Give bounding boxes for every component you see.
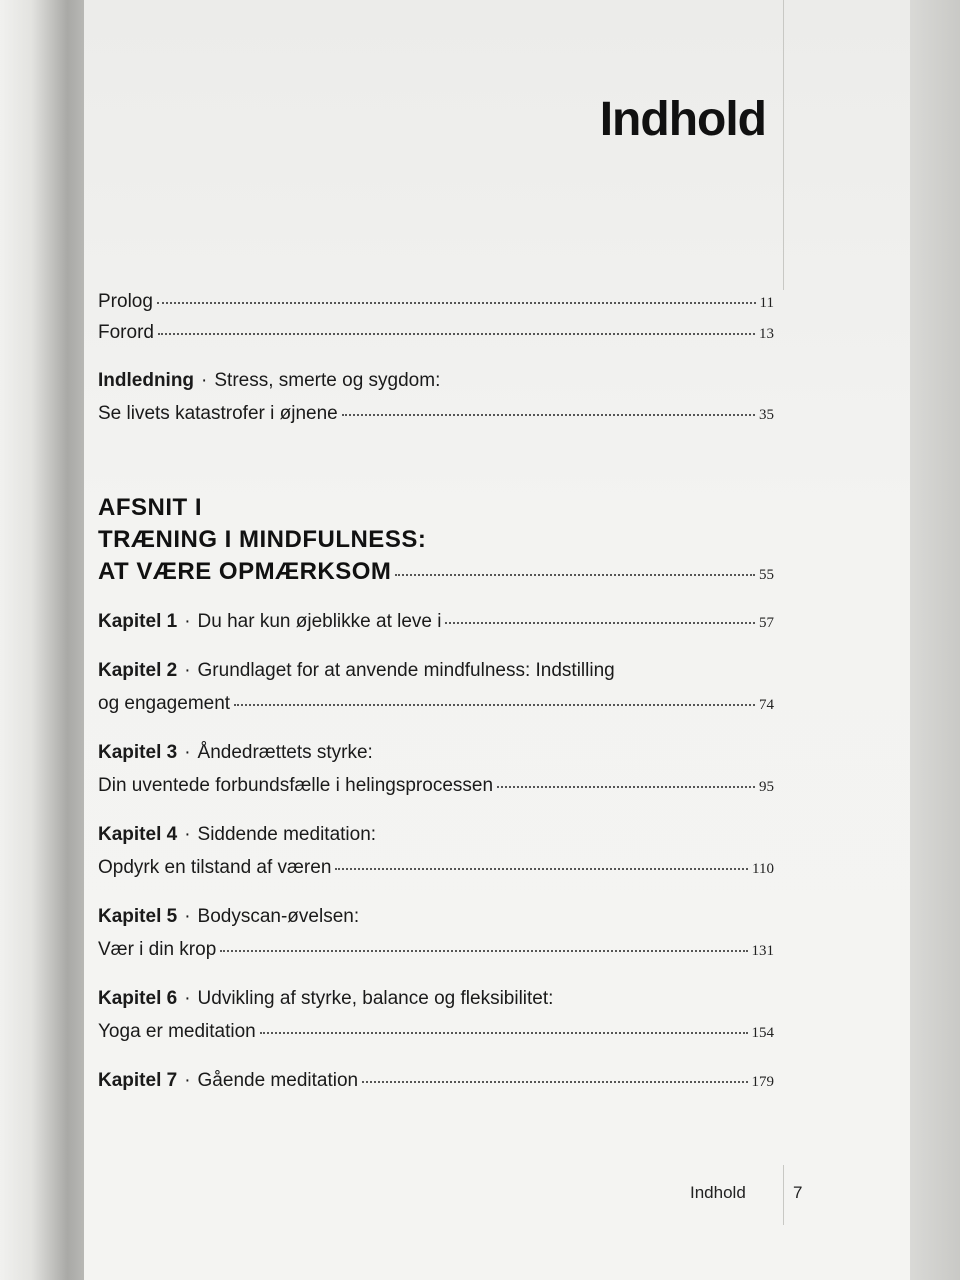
dot-leader [220, 950, 747, 952]
separator-dot: · [184, 906, 191, 927]
chapter-title: Åndedrættets styrke: [197, 742, 373, 763]
chapter-label: Kapitel 5 [98, 906, 178, 927]
chapter-label: Kapitel 7 [98, 1070, 178, 1091]
toc-entry-forord [98, 322, 774, 344]
dot-leader [158, 333, 755, 335]
dot-leader [497, 786, 755, 788]
entry-title: Prolog [98, 291, 153, 312]
chapter-title: Bodyscan-øvelsen: [197, 906, 360, 927]
toc-entry-chapter-3-cont [98, 775, 774, 797]
toc-entry-prolog [98, 291, 774, 313]
page-number: 179 [751, 1074, 774, 1090]
section-heading-line1: AFSNIT I [98, 494, 202, 521]
toc-entry-chapter-4-cont [98, 857, 774, 879]
dot-leader [342, 414, 755, 416]
page-number: 55 [759, 567, 774, 583]
page-number: 35 [759, 407, 774, 423]
chapter-subtitle: Vær i din krop [98, 939, 217, 960]
page-number: 13 [759, 326, 774, 342]
entry-label: Indledning [98, 370, 195, 391]
entry-title: Stress, smerte og sygdom: [214, 370, 441, 391]
chapter-title: Gående meditation [197, 1070, 359, 1091]
chapter-subtitle: Din uventede forbundsfælle i helingsprocessen [98, 775, 494, 796]
chapter-label: Kapitel 2 [98, 660, 178, 681]
folio-page-number: 7 [793, 1183, 803, 1202]
toc-entry-chapter-2-cont [98, 693, 774, 715]
toc-entry-chapter-5-cont [98, 939, 774, 961]
section-heading-line2: TRÆNING I MINDFULNESS: [98, 526, 427, 553]
chapter-title: Siddende meditation: [197, 824, 377, 845]
entry-title: Forord [98, 322, 154, 343]
chapter-label: Kapitel 4 [98, 824, 178, 845]
chapter-label: Kapitel 6 [98, 988, 178, 1009]
section-heading-line3: AT VÆRE OPMÆRKSOM [98, 558, 392, 585]
book-spine-shadow [0, 0, 90, 1280]
page-number: 57 [759, 615, 774, 631]
chapter-subtitle: Yoga er meditation [98, 1021, 256, 1042]
chapter-label: Kapitel 3 [98, 742, 178, 763]
chapter-title: Udvikling af styrke, balance og fleksibilitet: [197, 988, 554, 1009]
page-edge [910, 0, 960, 1280]
toc-entry-indledning [98, 370, 774, 392]
running-footer-title: Indhold [690, 1183, 746, 1202]
page-number: 154 [751, 1025, 774, 1041]
margin-rule-top [783, 0, 784, 290]
dot-leader [234, 704, 755, 706]
toc-entry-chapter-2 [98, 660, 774, 682]
page-number: 11 [759, 295, 774, 311]
dot-leader [445, 622, 755, 624]
toc-entry-indledning-cont [98, 403, 774, 425]
chapter-title: Du har kun øjeblikke at leve i [197, 611, 442, 632]
separator-dot: · [201, 370, 208, 391]
toc-entry-chapter-5 [98, 906, 774, 928]
chapter-subtitle: Opdyrk en tilstand af væren [98, 857, 332, 878]
separator-dot: · [184, 1070, 191, 1091]
separator-dot: · [184, 660, 191, 681]
page-number: 131 [751, 943, 774, 959]
separator-dot: · [184, 988, 191, 1009]
dot-leader [260, 1032, 748, 1034]
toc-entry-chapter-1 [98, 611, 774, 633]
page-number: 110 [752, 861, 774, 877]
toc-entry-chapter-4 [98, 824, 774, 846]
section-heading-line3-row [98, 556, 774, 588]
dot-leader [362, 1081, 747, 1083]
dot-leader [157, 302, 756, 304]
toc-entry-chapter-6 [98, 988, 774, 1010]
page-number: 95 [759, 779, 774, 795]
dot-leader [395, 574, 755, 576]
chapter-label: Kapitel 1 [98, 611, 178, 632]
separator-dot: · [184, 611, 191, 632]
chapter-title: Grundlaget for at anvende mindfulness: Indstilling [197, 660, 615, 681]
entry-subtitle: Se livets katastrofer i øjnene [98, 403, 338, 424]
toc-entry-chapter-7 [98, 1070, 774, 1092]
page-title: Indhold [599, 93, 766, 146]
chapter-subtitle: og engagement [98, 693, 231, 714]
separator-dot: · [184, 824, 191, 845]
dot-leader [335, 868, 748, 870]
separator-dot: · [184, 742, 191, 763]
margin-rule-bottom [783, 1165, 784, 1225]
toc-entry-chapter-3 [98, 742, 774, 764]
page-number: 74 [759, 697, 774, 713]
toc-entry-chapter-6-cont [98, 1021, 774, 1043]
